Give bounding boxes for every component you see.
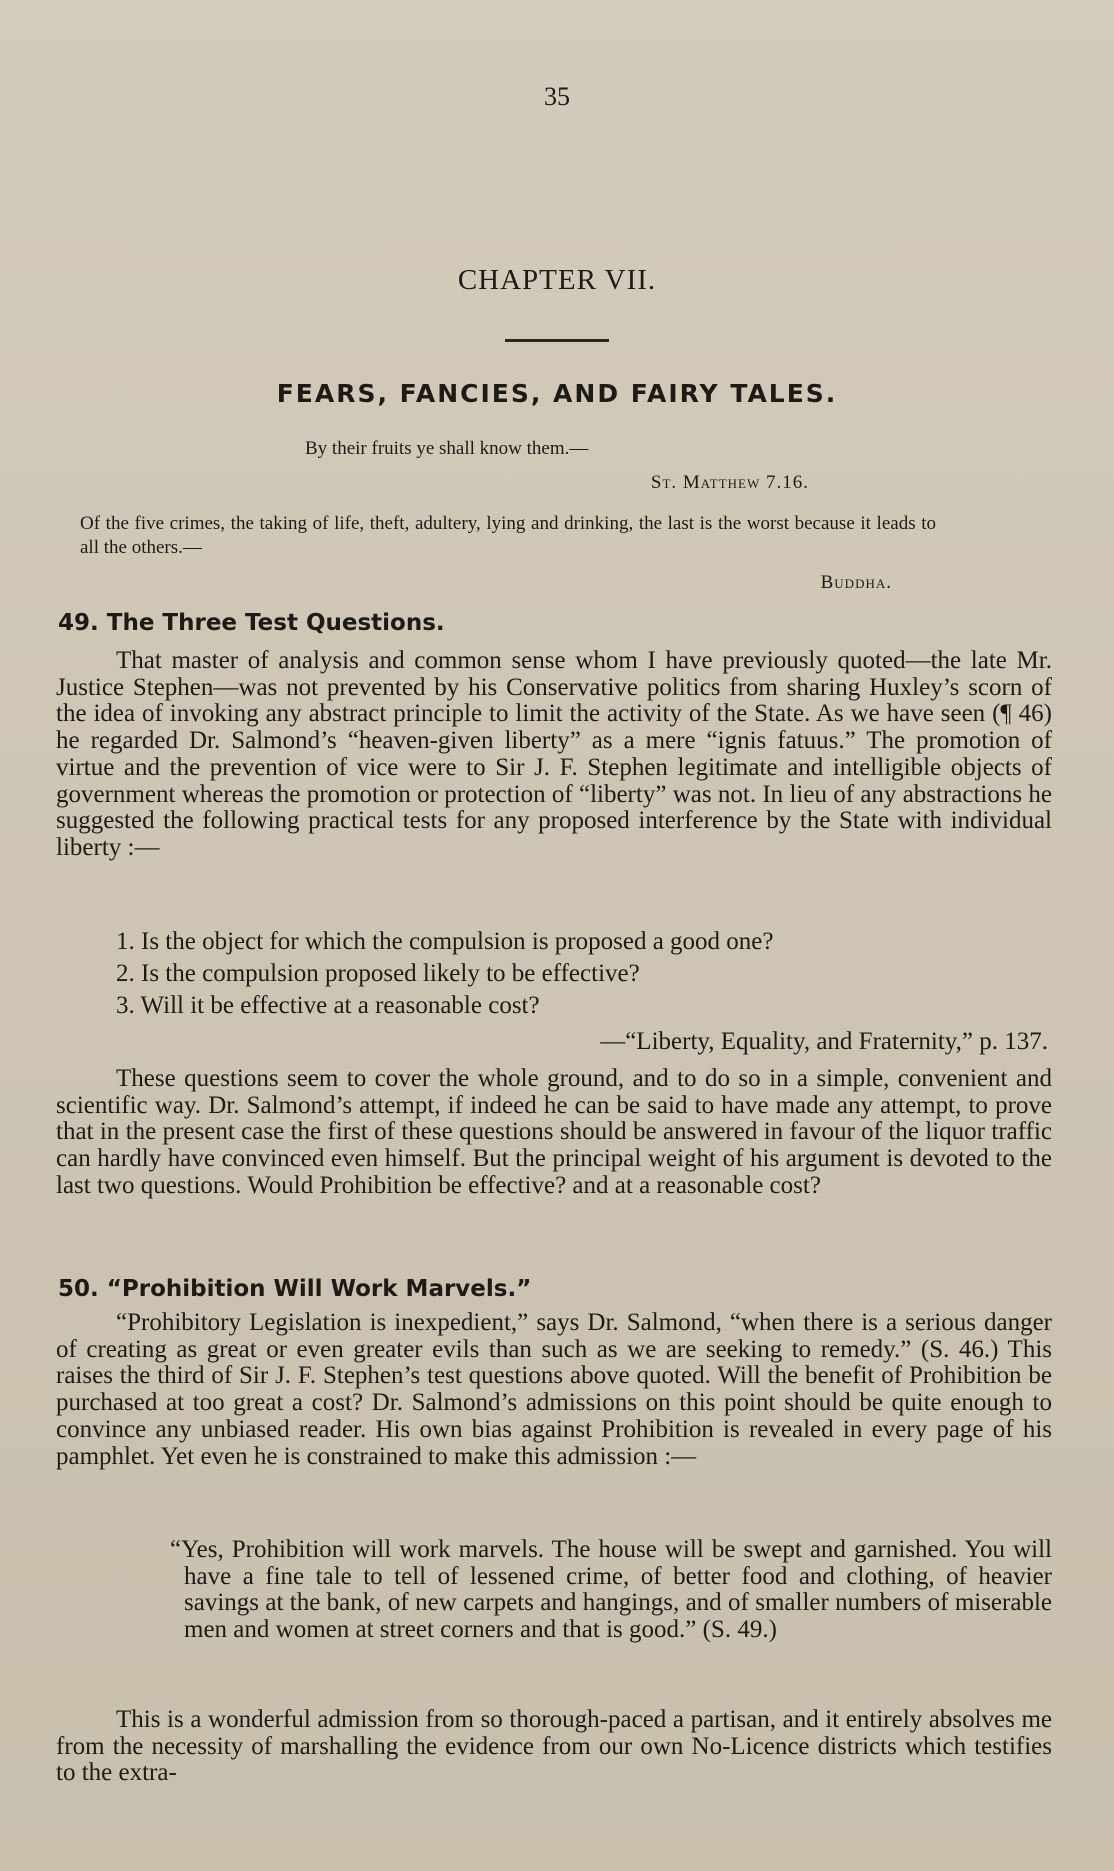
citation: —“Liberty, Equality, and Fraternity,” p. 137.	[600, 1028, 1048, 1055]
section-50-paragraph-1: “Prohibitory Legislation is inexpedient,” says Dr. Salmond, “when there is a serious danger of creating as great or even greater evils than such as we are seeking to remedy.” (S. 46.) This raises the third of Sir J. F. Stephen’s test questions above quoted. Will the benefit of Prohibition be purchased at too great a cost? Dr. Salmond’s admissions on this point should be quite enough to convince any unbiased reader. His own bias against Prohibition is revealed in every page of his pamphlet. Yet even he is constrained to make this admission :—	[56, 1309, 1052, 1470]
list-item: 1. Is the object for which the compulsion is proposed a good one?	[116, 928, 774, 955]
epigraph-2-source: Buddha.	[820, 572, 892, 593]
section-49-paragraph-1: That master of analysis and common sense whom I have previously quoted—the late Mr. Justice Stephen—was not prevented by his Conservative politics from sharing Huxley’s scorn of the idea of invoking any abstract principle to limit the activity of the State. As we have seen (¶ 46) he regarded Dr. Salmond’s “heaven-given liberty” as a mere “ignis fatuus.” The promotion of virtue and the prevention of vice were to Sir J. F. Stephen legitimate and intelligible objects of government whereas the promotion or protection of “liberty” was not. In lieu of any abstractions he suggested the following practical tests for any proposed interference by the State with individual liberty :—	[56, 647, 1052, 861]
section-49-paragraph-2: These questions seem to cover the whole ground, and to do so in a simple, convenient and scientific way. Dr. Salmond’s attempt, if indeed he can be said to have made any attempt, to prove that in the present case the first of these questions should be answered in favour of the liquor traffic can hardly have convinced even himself. But the principal weight of his argument is devoted to the last two questions. Would Prohibition be effective? and at a reasonable cost?	[56, 1065, 1052, 1199]
epigraph-1-source: St. Matthew 7.16.	[650, 472, 809, 493]
list-item: 3. Will it be effective at a reasonable cost?	[116, 992, 540, 1019]
section-50-heading: 50. “Prohibition Will Work Marvels.”	[58, 1276, 532, 1302]
chapter-rule	[505, 339, 609, 342]
test-questions-list	[116, 926, 1052, 1022]
list-item: 2. Is the compulsion proposed likely to be effective?	[116, 960, 640, 987]
section-50-paragraph-2: This is a wonderful admission from so thorough-paced a partisan, and it entirely absolves me from the necessity of marshalling the evidence from our own No-Licence districts which testifies to the extra-	[56, 1706, 1052, 1787]
block-quote: “Yes, Prohibition will work marvels. The house will be swept and garnished. You will have a fine tale to tell of lessened crime, of better food and clothing, of heavier savings at the bank, of new carpets and hangings, and of smaller numbers of miserable men and women at street corners and that is good.” (S. 49.)	[170, 1536, 1052, 1644]
section-49-heading: 49. The Three Test Questions.	[58, 610, 445, 636]
chapter-title: FEARS, FANCIES, AND FAIRY TALES.	[276, 379, 838, 408]
epigraph-1-text: By their fruits ye shall know them.—	[305, 438, 589, 459]
chapter-number: CHAPTER VII.	[457, 264, 657, 296]
epigraph-2-text: Of the five crimes, the taking of life, theft, adultery, lying and drinking, the last is the worst because it leads to all the others.—	[80, 513, 936, 558]
page-number: 35	[544, 82, 570, 111]
